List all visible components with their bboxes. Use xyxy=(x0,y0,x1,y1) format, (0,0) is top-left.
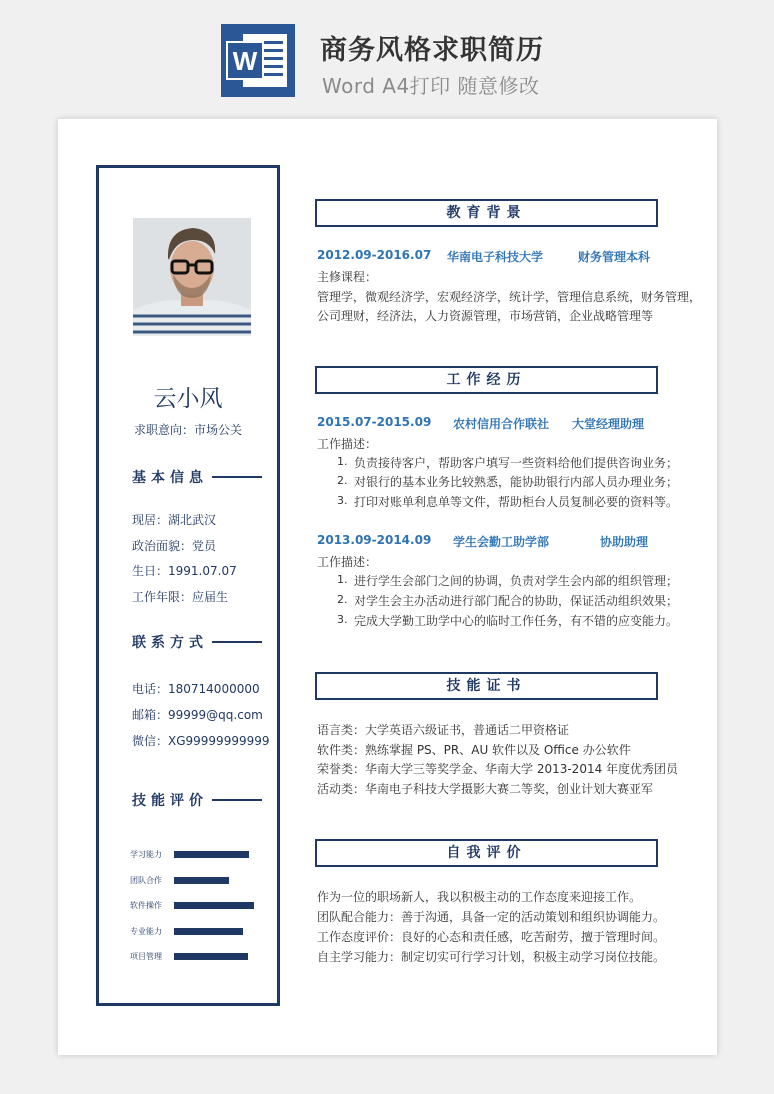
job-org: 学生会勤工助学部 xyxy=(453,535,550,549)
job-duty: 负责接待客户，帮助客户填写一些资料给他们提供咨询业务； xyxy=(354,456,679,470)
cert-line: 语言类：大学英语六级证书，普通话二甲资格证 xyxy=(317,723,570,737)
job-org: 农村信用合作联社 xyxy=(453,417,550,431)
basic-info-heading xyxy=(132,467,208,487)
self-eval-line: 作为一位的职场新人，我以积极主动的工作态度来迎接工作。 xyxy=(317,890,642,904)
skill-label: 项目管理 xyxy=(130,952,162,961)
sidebar xyxy=(96,165,280,1006)
education-date: 2012.09-2016.07 xyxy=(317,248,432,262)
job-intent: 求职意向：市场公关 xyxy=(133,423,242,437)
self-eval-heading: 自我评价 xyxy=(315,839,658,867)
cert-line: 荣誉类：华南大学三等奖学金、华南大学 2013-2014 年度优秀团员 xyxy=(317,762,679,776)
heading-rule xyxy=(212,641,262,643)
page-title: 商务风格求职简历 xyxy=(320,35,544,66)
page-subtitle: Word A4打印 随意修改 xyxy=(322,74,540,98)
certs-heading: 技能证书 xyxy=(315,672,658,700)
job-date: 2013.09-2014.09 xyxy=(317,533,432,547)
heading-rule xyxy=(212,799,262,801)
list-number: 2. xyxy=(337,474,348,487)
education-school: 华南电子科技大学 xyxy=(447,250,544,264)
job-duty: 进行学生会部门之间的协调，负责对学生会内部的组织管理； xyxy=(354,574,679,588)
contact-email[interactable]: 邮箱：99999@qq.com xyxy=(132,708,263,722)
contact-heading xyxy=(132,632,208,652)
candidate-name: 云小风 xyxy=(153,386,223,412)
self-eval-line: 自主学习能力：制定切实可行学习计划，积极主动学习岗位技能。 xyxy=(317,950,666,964)
cert-line: 软件类：熟练掌握 PS、PR、AU 软件以及 Office 办公软件 xyxy=(317,743,631,757)
job-desc-label: 工作描述： xyxy=(317,555,378,569)
skills-title: 技能评价 xyxy=(132,793,208,809)
education-heading: 教育背景 xyxy=(315,199,658,227)
basic-info-experience: 工作年限：应届生 xyxy=(132,590,229,604)
job-desc-label: 工作描述： xyxy=(317,437,378,451)
skills-heading xyxy=(132,790,208,810)
list-number: 3. xyxy=(337,494,348,507)
skill-label: 专业能力 xyxy=(130,926,162,936)
list-number: 1. xyxy=(337,455,348,468)
skill-level-bar xyxy=(174,851,249,858)
self-eval-line: 工作态度评价：良好的心态和责任感，吃苦耐劳，擅于管理时间。 xyxy=(317,930,666,944)
skill-level-bar xyxy=(174,902,254,909)
education-course-line: 公司理财，经济法，人力资源管理，市场营销，企业战略管理等 xyxy=(317,309,654,323)
work-heading: 工作经历 xyxy=(315,366,658,394)
basic-info-residence: 现居：湖北武汉 xyxy=(132,513,217,527)
skill-label: 软件操作 xyxy=(130,901,162,910)
contact-title: 联系方式 xyxy=(132,635,208,651)
heading-rule xyxy=(212,476,262,478)
education-course-line: 管理学，微观经济学，宏观经济学，统计学，管理信息系统，财务管理， xyxy=(317,290,702,304)
cert-line: 活动类：华南电子科技大学摄影大赛二等奖，创业计划大赛亚军 xyxy=(317,782,654,796)
job-role: 协助助理 xyxy=(600,535,649,549)
avatar xyxy=(133,218,251,336)
education-major: 财务管理本科 xyxy=(578,250,651,264)
job-duty: 对学生会主办活动进行部门配合的协助，保证活动组织效果； xyxy=(354,594,679,608)
resume-page xyxy=(58,119,717,1055)
self-eval-line: 团队配合能力：善于沟通，具备一定的活动策划和组织协调能力。 xyxy=(317,910,666,924)
education-course-label: 主修课程： xyxy=(317,270,378,284)
list-number: 2. xyxy=(337,593,348,606)
job-date: 2015.07-2015.09 xyxy=(317,415,432,429)
contact-wechat[interactable]: 微信：XG99999999999 xyxy=(132,734,270,748)
skill-label: 学习能力 xyxy=(130,850,162,859)
skill-level-bar xyxy=(174,928,243,935)
skill-level-bar xyxy=(174,953,248,960)
job-duty: 完成大学勤工助学中心的临时工作任务，有不错的应变能力。 xyxy=(354,614,679,628)
list-number: 1. xyxy=(337,573,348,586)
word-icon xyxy=(221,24,295,97)
contact-phone[interactable]: 电话：180714000000 xyxy=(132,682,260,696)
list-number: 3. xyxy=(337,613,348,626)
skill-level-bar xyxy=(174,877,229,884)
basic-info-politics: 政治面貌：党员 xyxy=(132,539,217,553)
page-header xyxy=(0,0,774,110)
basic-info-title: 基本信息 xyxy=(132,470,208,486)
job-duty: 打印对账单利息单等文件，帮助柜台人员复制必要的资料等。 xyxy=(354,495,679,509)
job-role: 大堂经理助理 xyxy=(572,417,645,431)
job-duty: 对银行的基本业务比较熟悉，能协助银行内部人员办理业务； xyxy=(354,475,679,489)
skill-label: 团队合作 xyxy=(130,875,162,885)
basic-info-birthday: 生日：1991.07.07 xyxy=(132,564,237,578)
word-icon-letter: W xyxy=(232,46,258,76)
